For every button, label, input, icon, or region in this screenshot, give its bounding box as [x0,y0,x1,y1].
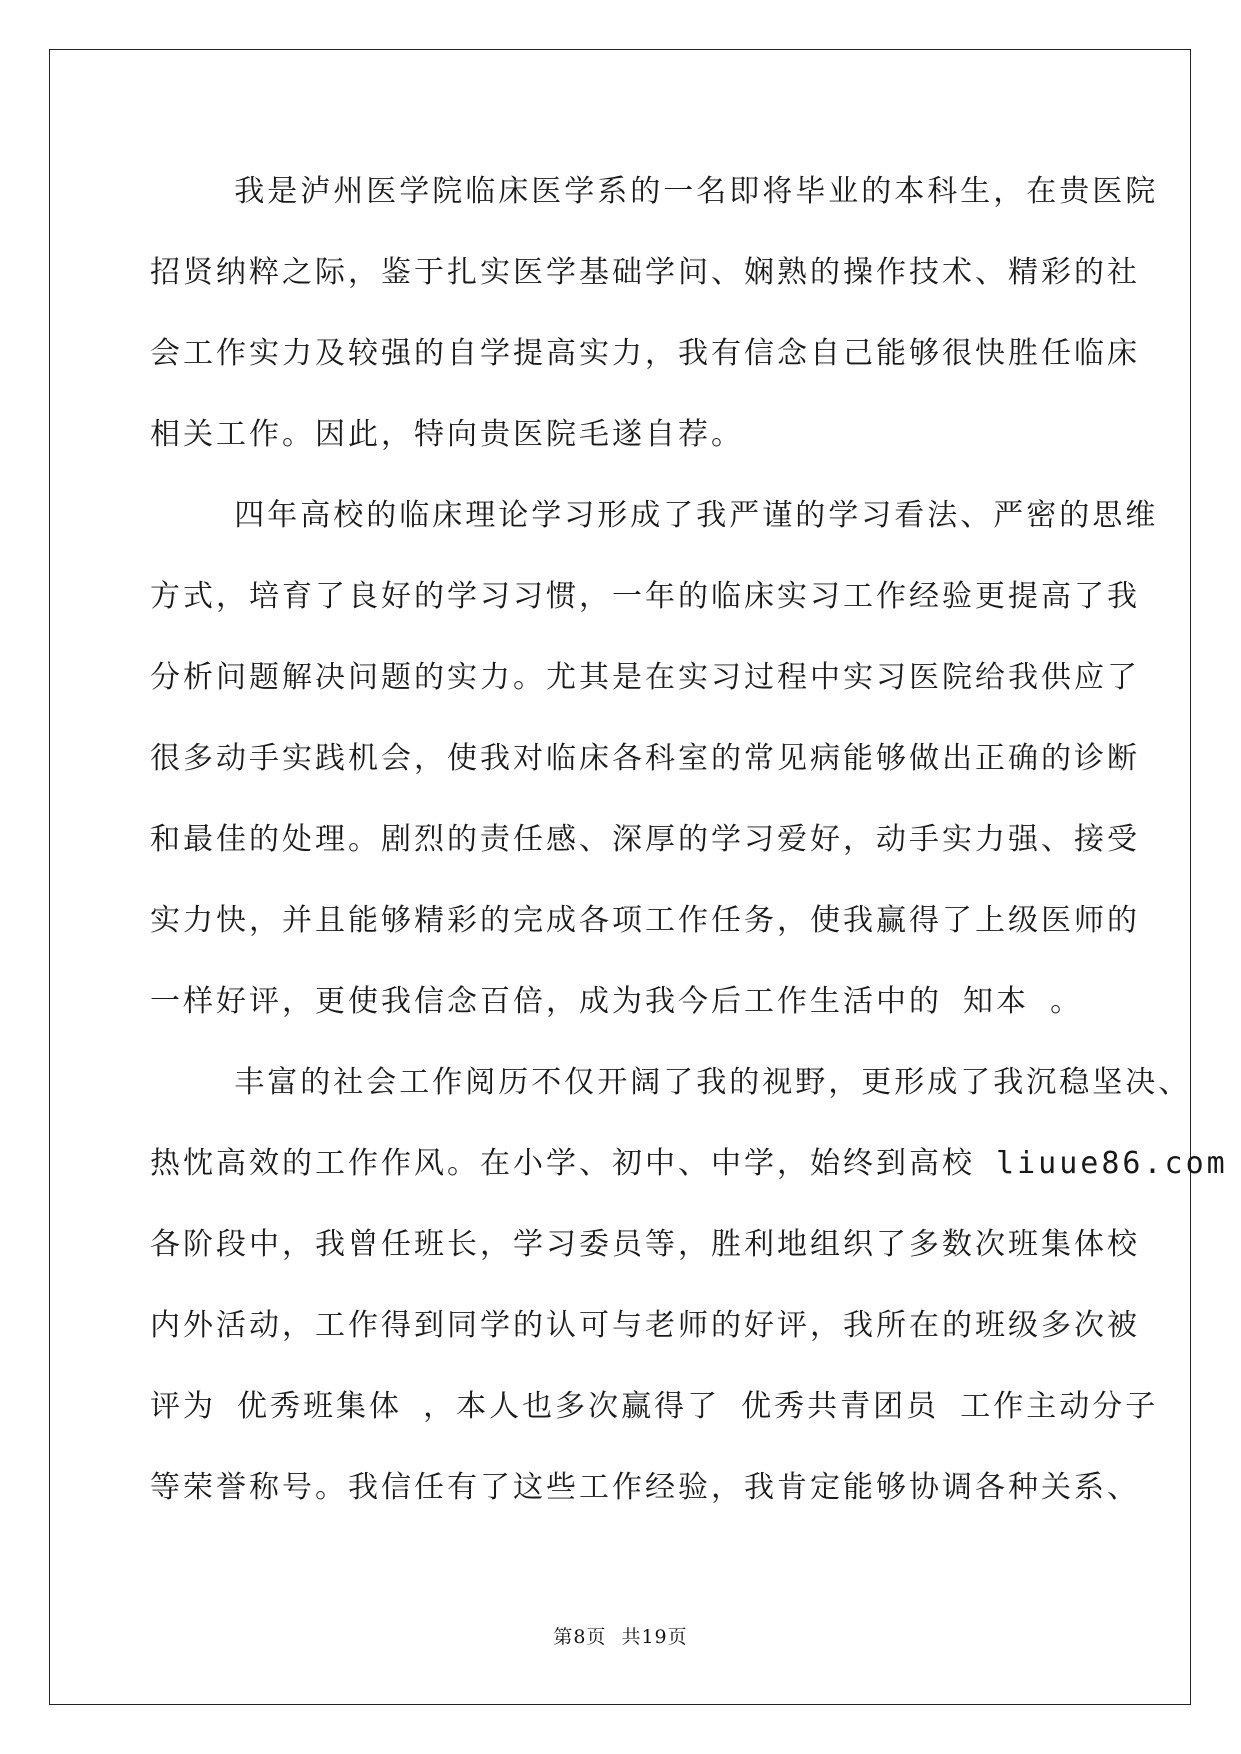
text-line: 很多动手实践机会，使我对临床各科室的常见病能够做出正确的诊断 [150,741,1140,776]
text-line: 丰富的社会工作阅历不仅开阔了我的视野，更形成了我沉稳坚决、 [150,1065,1192,1100]
text-line: 我是泸州医学院临床医学系的一名即将毕业的本科生，在贵医院 [150,174,1159,209]
text-line: 热忱高效的工作作风。在小学、初中、中学，始终到高校 liuue86.com [150,1146,1228,1181]
text-line: 分析问题解决问题的实力。尤其是在实习过程中实习医院给我供应了 [150,660,1140,695]
text-line: 各阶段中，我曾任班长，学习委员等，胜利地组织了多数次班集体校 [150,1227,1140,1262]
text-line: 一样好评，更使我信念百倍，成为我今后工作生活中的 知本 。 [150,984,1084,1019]
text-line: 招贤纳粹之际，鉴于扎实医学基础学问、娴熟的操作技术、精彩的社 [150,255,1140,290]
page-number: 第8页 [553,1626,607,1648]
text-line: 内外活动，工作得到同学的认可与老师的好评，我所在的班级多次被 [150,1308,1140,1343]
paragraph-3 [150,1053,1228,1539]
text-line: 和最佳的处理。剧烈的责任感、深厚的学习爱好，动手实力强、接受 [150,822,1140,857]
paragraph-1 [150,162,1159,486]
page-total: 共19页 [621,1626,688,1648]
text-line: 等荣誉称号。我信任有了这些工作经验，我肯定能够协调各种关系、 [150,1470,1140,1505]
page-footer [0,1622,1241,1649]
document-body [150,162,1228,1539]
text-line: 四年高校的临床理论学习形成了我严谨的学习看法、严密的思维 [150,498,1159,533]
text-line: 实力快，并且能够精彩的完成各项工作任务，使我赢得了上级医师的 [150,903,1140,938]
text-line: 方式，培育了良好的学习习惯，一年的临床实习工作经验更提高了我 [150,579,1140,614]
text-line: 评为 优秀班集体 ，本人也多次赢得了 优秀共青团员 工作主动分子 [150,1389,1159,1424]
paragraph-2 [150,486,1159,1053]
text-line: 相关工作。因此，特向贵医院毛遂自荐。 [150,417,744,452]
text-line: 会工作实力及较强的自学提高实力，我有信念自己能够很快胜任临床 [150,336,1140,371]
